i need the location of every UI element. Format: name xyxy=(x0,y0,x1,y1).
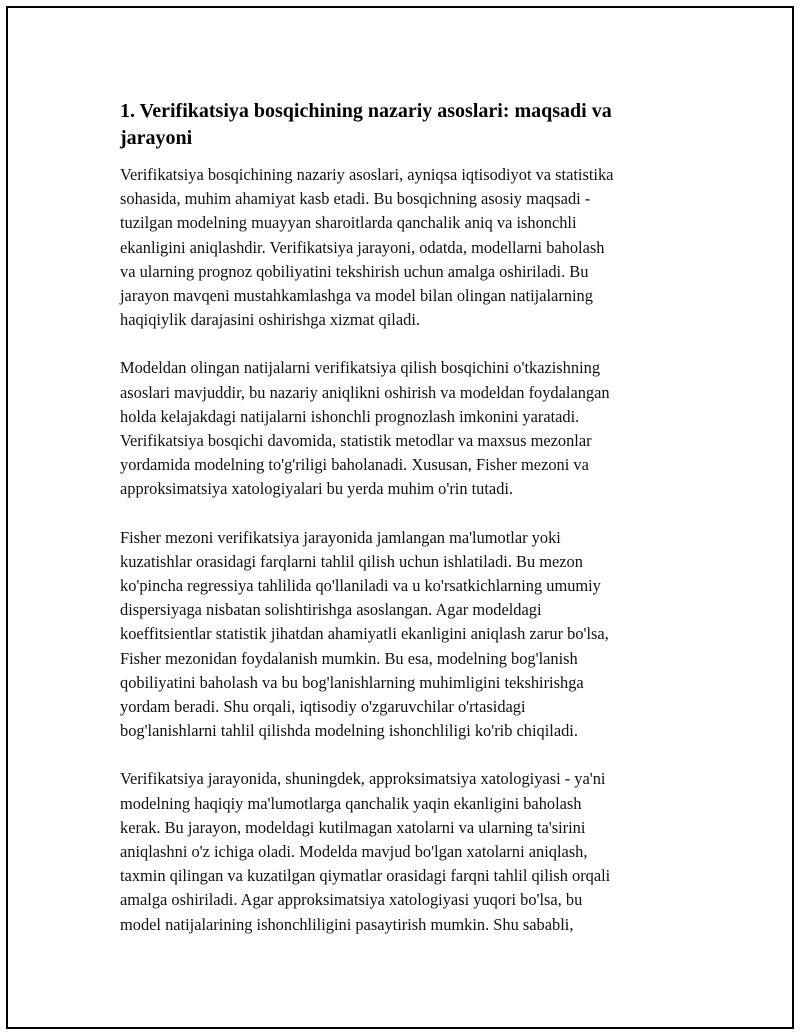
paragraph-line: ekanligini aniqlashdir. Verifikatsiya jarayoni, odatda, modellarni baholash xyxy=(120,237,605,257)
paragraph-line: koeffitsientlar statistik jihatdan ahamiyatli ekanligini aniqlash zarur bo'lsa, xyxy=(120,624,609,644)
paragraph xyxy=(120,767,680,936)
paragraph-line: yordam beradi. Shu orqali, iqtisodiy o'zgaruvchilar o'rtasidagi xyxy=(120,697,526,717)
paragraph-line: dispersiyaga nisbatan solishtirishga asoslangan. Agar modeldagi xyxy=(120,600,542,620)
paragraph xyxy=(120,163,680,332)
document-body xyxy=(120,98,680,961)
paragraph-line: Verifikatsiya bosqichining nazariy asoslari, ayniqsa iqtisodiyot va statistika xyxy=(120,165,614,184)
paragraph-line: taxmin qilingan va kuzatilgan qiymatlar orasidagi farqni tahlil qilish orqali xyxy=(120,866,611,886)
paragraph-line: model natijalarining ishonchliligini pasaytirish mumkin. Shu sababli, xyxy=(120,914,574,934)
paragraph-line: yordamida modelning to'g'riligi baholanadi. Xususan, Fisher mezoni va xyxy=(120,455,589,475)
paragraph-line: aniqlashni o'z ichiga oladi. Modelda mavjud bo'lgan xatolarni aniqlash, xyxy=(120,842,588,862)
paragraph-line: Verifikatsiya jarayonida, shuningdek, approksimatsiya xatologiyasi - ya'ni xyxy=(120,769,606,789)
paragraph xyxy=(120,356,680,501)
paragraph-line: modelning haqiqiy ma'lumotlarga qanchalik yaqin ekanligini baholash xyxy=(120,793,582,813)
paragraph-line: haqiqiylik darajasini oshirishga xizmat qiladi. xyxy=(120,310,420,330)
paragraph-line: qobiliyatini baholash va bu bog'lanishlarning muhimligini tekshirishga xyxy=(120,672,584,692)
paragraph-line: ko'pincha regressiya tahlilida qo'llaniladi va u ko'rsatkichlarning umumiy xyxy=(120,576,601,596)
paragraph-line: jarayon mavqeni mustahkamlashga va model bilan olingan natijalarning xyxy=(120,286,593,306)
heading-line: jarayoni xyxy=(120,127,193,149)
paragraph xyxy=(120,526,680,744)
section-heading xyxy=(120,98,680,152)
heading-line: 1. Verifikatsiya bosqichining nazariy asoslari: maqsadi va xyxy=(120,100,612,122)
paragraph-line: bog'lanishlarni tahlil qilishda modelning ishonchliligi ko'rib chiqiladi. xyxy=(120,721,578,741)
paragraph-line: tuzilgan modelning muayyan sharoitlarda qanchalik aniq va ishonchli xyxy=(120,213,577,233)
paragraph-line: Fisher mezoni verifikatsiya jarayonida jamlangan ma'lumotlar yoki xyxy=(120,527,561,547)
paragraph-line: va ularning prognoz qobiliyatini tekshirish uchun amalga oshiriladi. Bu xyxy=(120,261,589,281)
paragraph-line: approksimatsiya xatologiyalari bu yerda muhim o'rin tutadi. xyxy=(120,479,514,499)
paragraph-line: Fisher mezonidan foydalanish mumkin. Bu esa, modelning bog'lanish xyxy=(120,648,578,668)
paragraph-line: holda kelajakdagi natijalarni ishonchli prognozlash imkonini yaratadi. xyxy=(120,406,580,426)
paragraph-line: kuzatishlar orasidagi farqlarni tahlil qilish uchun ishlatiladi. Bu mezon xyxy=(120,551,583,571)
paragraph-line: Verifikatsiya bosqichi davomida, statistik metodlar va maxsus mezonlar xyxy=(120,431,592,451)
paragraph-line: Modeldan olingan natijalarni verifikatsiya qilish bosqichini o'tkazishning xyxy=(120,358,601,378)
paragraph-line: sohasida, muhim ahamiyat kasb etadi. Bu bosqichning asosiy maqsadi - xyxy=(120,189,591,209)
paragraph-line: kerak. Bu jarayon, modeldagi kutilmagan xatolarni va ularning ta'sirini xyxy=(120,817,586,837)
paragraph-line: amalga oshiriladi. Agar approksimatsiya xatologiyasi yuqori bo'lsa, bu xyxy=(120,890,583,910)
page-frame xyxy=(6,6,794,1029)
paragraph-line: asoslari mavjuddir, bu nazariy aniqlikni oshirish va modeldan foydalangan xyxy=(120,382,610,402)
